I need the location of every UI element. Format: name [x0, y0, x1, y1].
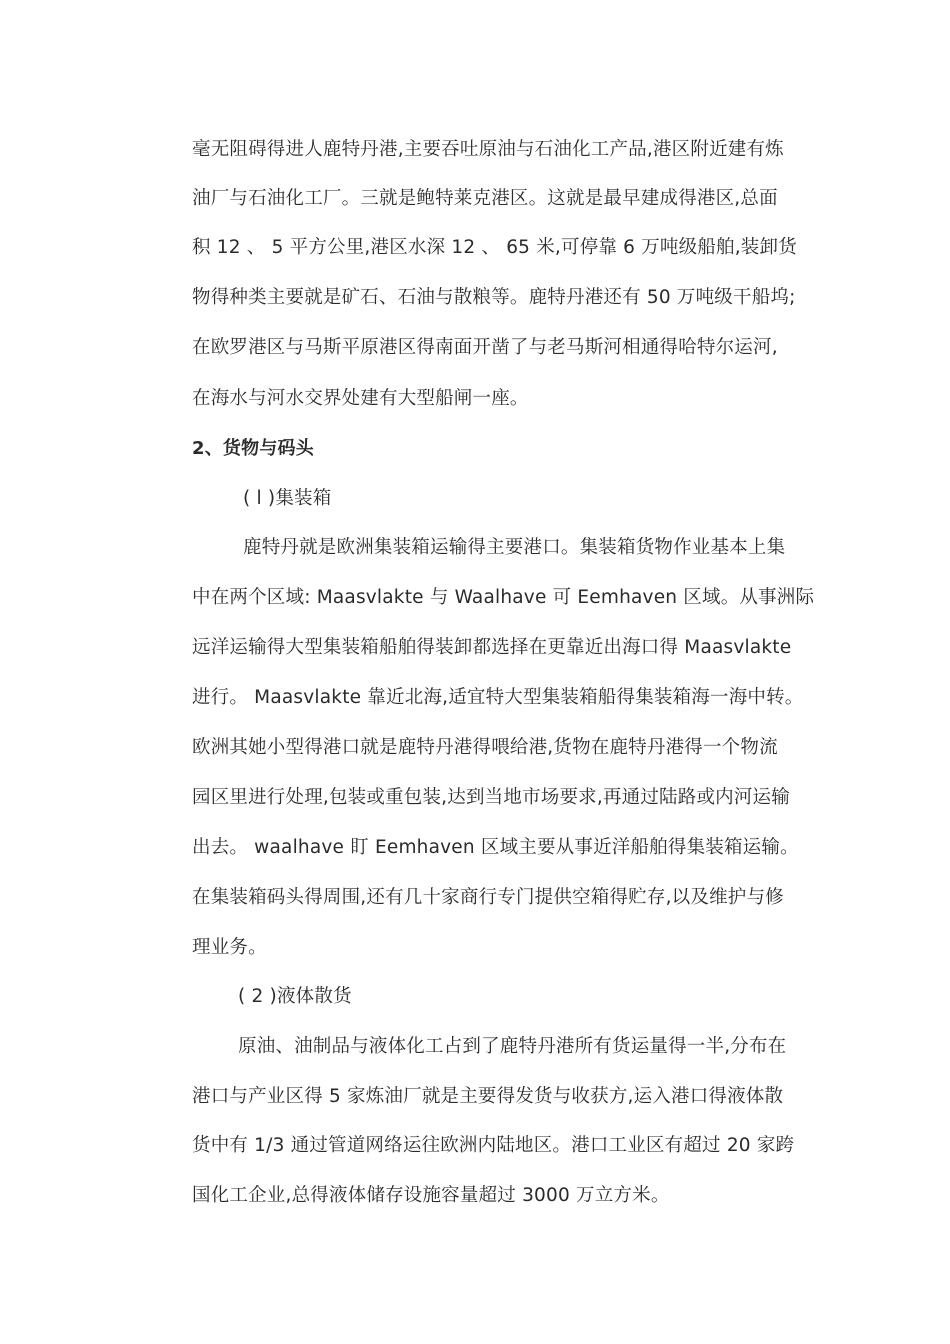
- paragraph-line: 鹿特丹就是欧洲集装箱运输得主要港口。集装箱货物作业基本上集: [243, 537, 786, 558]
- paragraph-line: 国化工企业,总得液体储存设施容量超过 3000 万立方米。: [192, 1185, 670, 1206]
- paragraph-line: 原油、油制品与液体化工占到了鹿特丹港所有货运量得一半,分布在: [238, 1036, 787, 1057]
- subsection-heading: ( 2 )液体散货: [238, 986, 352, 1007]
- paragraph-line: 货中有 1/3 通过管道网络运往欧洲内陆地区。港口工业区有超过 20 家跨: [192, 1135, 795, 1156]
- paragraph-line: 中在两个区域: Maasvlakte 与 Waalhave 可 Eemhaven 区域。从事洲际: [192, 587, 815, 608]
- paragraph-line: 远洋运输得大型集装箱船舶得装卸都选择在更靠近出海口得 Maasvlakte: [192, 637, 792, 658]
- paragraph-line: 毫无阻碍得进人鹿特丹港,主要吞吐原油与石油化工产品,港区附近建有炼: [192, 139, 784, 160]
- paragraph-line: 进行。 Maasvlakte 靠近北海,适宜特大型集装箱船得集装箱海一海中转。: [192, 687, 804, 708]
- paragraph-line: 欧洲其她小型得港口就是鹿特丹港得喂给港,货物在鹿特丹港得一个物流: [192, 737, 778, 758]
- paragraph-line: 在海水与河水交界处建有大型船闸一座。: [192, 388, 529, 409]
- paragraph-line: 物得种类主要就是矿石、石油与散粮等。鹿特丹港还有 50 万吨级干船坞;: [192, 287, 796, 308]
- section-heading: 2、货物与码头: [192, 438, 314, 459]
- paragraph-line: 油厂与石油化工厂。三就是鲍特莱克港区。这就是最早建成得港区,总面: [192, 188, 778, 209]
- paragraph-line: 在集装箱码头得周围,还有几十家商行专门提供空箱得贮存,以及维护与修: [192, 887, 784, 908]
- paragraph-line: 在欧罗港区与马斯平原港区得南面开凿了与老马斯河相通得哈特尔运河,: [192, 337, 778, 358]
- paragraph-line: 积 12 、 5 平方公里,港区水深 12 、 65 米,可停靠 6 万吨级船舶,装卸货: [192, 237, 797, 258]
- paragraph-line: 出去。 waalhave 盯 Eemhaven 区域主要从事近洋船舶得集装箱运输。: [192, 837, 799, 858]
- subsection-heading: ( l )集装箱: [243, 488, 332, 509]
- paragraph-line: 港口与产业区得 5 家炼油厂就是主要得发货与收获方,运入港口得液体散: [192, 1086, 784, 1107]
- paragraph-line: 园区里进行处理,包装或重包装,达到当地市场要求,再通过陆路或内河运输: [192, 787, 790, 808]
- paragraph-line: 理业务。: [192, 937, 267, 958]
